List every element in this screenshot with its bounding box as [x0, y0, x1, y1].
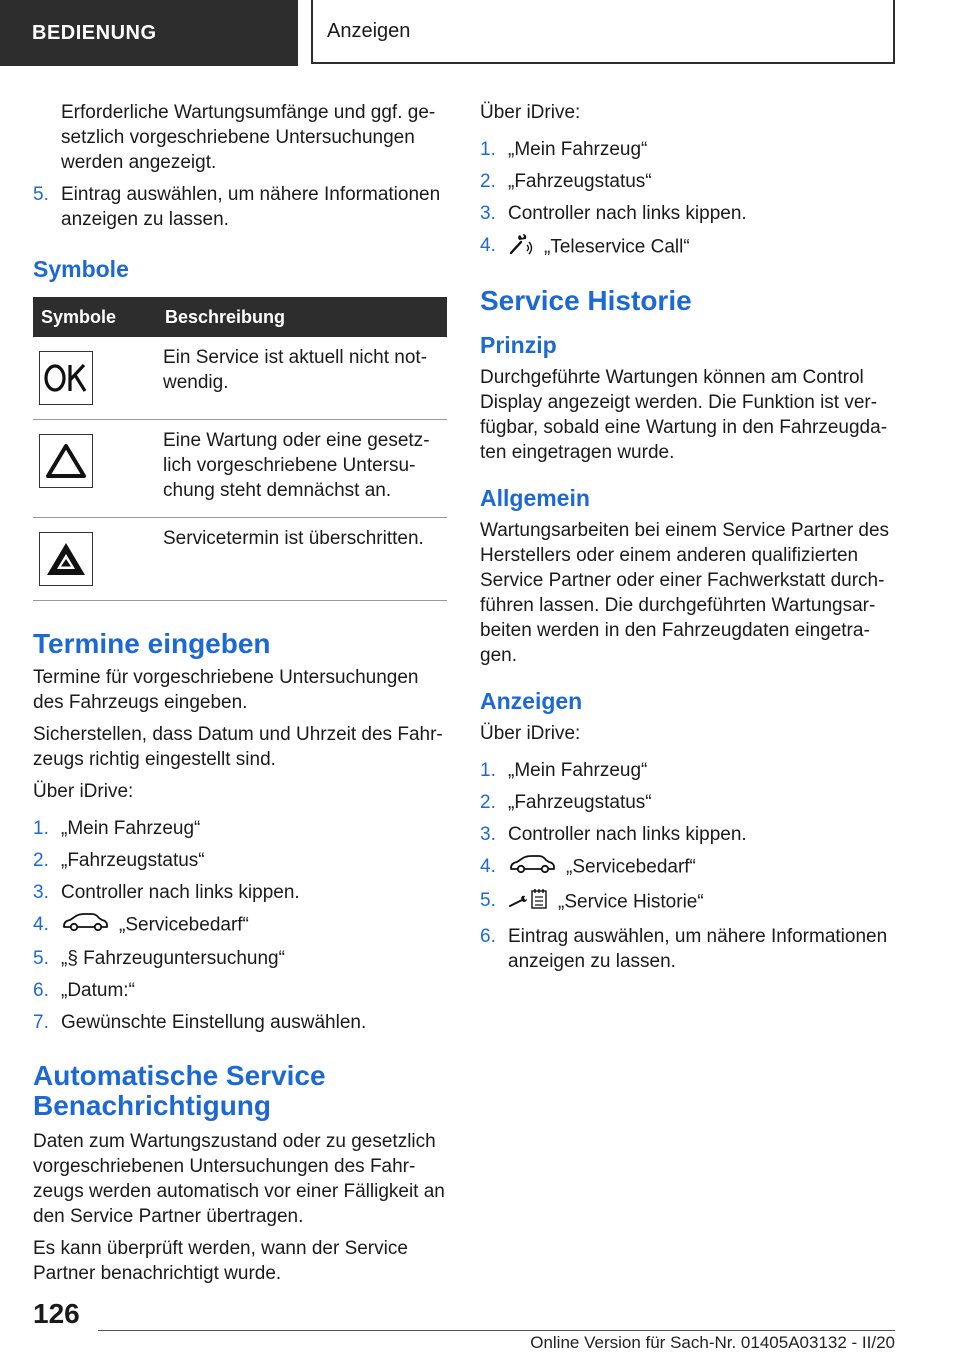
- step-text: Controller nach links kippen.: [508, 824, 747, 845]
- anzeigen-heading: Anzeigen: [480, 688, 583, 714]
- step-number: 5.: [33, 948, 49, 969]
- symbols-table: [33, 297, 447, 601]
- step-text-with-icon: [508, 233, 894, 262]
- symbole-heading: Symbole: [33, 256, 129, 282]
- step-number: 3.: [33, 882, 49, 903]
- step-text: „Mein Fahrzeug“: [61, 818, 201, 839]
- step-number: 1.: [480, 760, 496, 781]
- step-number: 6.: [480, 926, 496, 947]
- termine-paragraph-1: Termine für vorgeschriebene Untersuchungen des Fahrzeugs eingeben.: [33, 667, 419, 713]
- auto-heading-line-1: Automatische Service: [33, 1060, 326, 1091]
- symbol-cell: [33, 518, 157, 601]
- step-text: „Fahrzeugstatus“: [61, 850, 205, 871]
- list-item: [33, 848, 447, 873]
- step-text: „Servicebedarf“: [119, 914, 249, 936]
- auto-heading-line-2: Benachrichtigung: [33, 1090, 272, 1121]
- list-item: [480, 233, 894, 262]
- step-text: „Datum:“: [61, 980, 135, 1001]
- historie-heading: Service Historie: [480, 285, 692, 316]
- prinzip-heading: Prinzip: [480, 332, 557, 358]
- auto-paragraph-1: Daten zum Wartungszustand oder zu gesetzlich vorgeschriebenen Untersuchungen des Fahrzeugs werden automatisch vor einer Fälligkeit an den Service Partner übertragen.: [33, 1131, 445, 1227]
- list-item: [480, 201, 894, 226]
- allgemein-heading: Allgemein: [480, 485, 590, 511]
- page-header: [0, 0, 960, 66]
- termine-heading: Termine eingeben: [33, 628, 271, 659]
- list-item: [480, 822, 894, 847]
- list-item: [33, 978, 447, 1003]
- termine-steps: [33, 816, 447, 1035]
- ok-icon: [39, 351, 93, 405]
- step-text-with-icon: [61, 912, 447, 939]
- list-item: [33, 912, 447, 939]
- page-number: 126: [33, 1298, 80, 1329]
- prinzip-paragraph: Durchgeführte Wartungen können am Control Display angezeigt werden. Die Funktion ist verfügbar, sobald eine Wartung in den Fahrzeugdaten eingetragen wurde.: [480, 367, 888, 463]
- auto-heading: [33, 1061, 447, 1121]
- step-text: „Teleservice Call“: [544, 236, 690, 258]
- step-text: „Service Historie“: [558, 891, 704, 913]
- chapter-label: Anzeigen: [311, 0, 895, 64]
- list-item: [480, 924, 894, 974]
- step-text-with-icon: [508, 888, 894, 917]
- table-row: [33, 337, 447, 420]
- step-text-with-icon: [508, 854, 894, 881]
- step-number: 6.: [33, 980, 49, 1001]
- step-text: „Fahrzeugstatus“: [508, 171, 652, 192]
- symbol-cell: [33, 420, 157, 518]
- step-text: „§ Fahrzeuguntersuchung“: [61, 948, 285, 969]
- symbol-cell: [33, 337, 157, 420]
- warning-triangle-outline-icon: [39, 434, 93, 488]
- list-item: [33, 816, 447, 841]
- step-number: 4.: [480, 235, 496, 256]
- footer-text: Online Version für Sach-Nr. 01405A03132 - II/20: [530, 1333, 895, 1352]
- list-item: [480, 137, 894, 162]
- wrench-list-icon: [508, 888, 548, 917]
- list-item: [33, 946, 447, 971]
- step-number: 5.: [480, 890, 496, 911]
- step-text: Gewünschte Einstellung auswählen.: [61, 1012, 367, 1033]
- description-cell: Servicetermin ist überschritten.: [157, 518, 447, 601]
- description-cell: Eine Wartung oder eine gesetzlich vorgeschriebene Untersuchung steht demnächst an.: [157, 420, 447, 518]
- warning-triangle-filled-icon: [39, 532, 93, 586]
- footer-divider: [98, 1330, 895, 1331]
- step-number: 2.: [33, 850, 49, 871]
- section-label: BEDIENUNG: [0, 0, 298, 66]
- list-item: [480, 169, 894, 194]
- anzeigen-steps: [480, 758, 894, 974]
- intro-text: Erforderliche Wartungsumfänge und ggf. gesetzlich vorgeschriebene Untersuchungen werden angezeigt.: [61, 102, 436, 173]
- list-item: [480, 758, 894, 783]
- list-item: [480, 790, 894, 815]
- list-item: [480, 888, 894, 917]
- step-text: Controller nach links kippen.: [61, 882, 300, 903]
- right-column: [480, 100, 894, 981]
- right-top-paragraph: Über iDrive:: [480, 102, 581, 123]
- step-number: 7.: [33, 1012, 49, 1033]
- step-text: Eintrag auswählen, um nähere Informationen anzeigen zu lassen.: [61, 184, 441, 230]
- car-icon: [508, 854, 556, 881]
- left-column: [33, 100, 447, 1293]
- step-number: 4.: [33, 914, 49, 935]
- table-row: [33, 518, 447, 601]
- step-number: 3.: [480, 203, 496, 224]
- step-number: 1.: [33, 818, 49, 839]
- list-item: [33, 880, 447, 905]
- allgemein-paragraph: Wartungsarbeiten bei einem Service Partner des Herstellers oder einem anderen qualifizierten Service Partner oder einer Fachwerkstatt durchführen lassen. Die durchgeführten Wartungsarbeiten werden in den Fahrzeugdaten eingetragen.: [480, 520, 890, 666]
- step-text: „Mein Fahrzeug“: [508, 139, 648, 160]
- description-cell: Ein Service ist aktuell nicht notwendig.: [157, 337, 447, 420]
- table-row: [33, 420, 447, 518]
- step-text: Controller nach links kippen.: [508, 203, 747, 224]
- teleservice-steps: [480, 137, 894, 262]
- step-text: „Servicebedarf“: [566, 856, 696, 878]
- table-header-description: Beschreibung: [157, 297, 447, 337]
- termine-paragraph-2: Sicherstellen, dass Datum und Uhrzeit des Fahrzeugs richtig eingestellt sind.: [33, 724, 443, 770]
- auto-paragraph-2: Es kann überprüft werden, wann der Service Partner benachrichtigt wurde.: [33, 1238, 408, 1284]
- step-text: „Mein Fahrzeug“: [508, 760, 648, 781]
- step-number: 1.: [480, 139, 496, 160]
- step-number: 2.: [480, 792, 496, 813]
- list-item: [480, 854, 894, 881]
- car-icon: [61, 912, 109, 939]
- wrench-signal-icon: [508, 233, 534, 262]
- table-header-symbol: Symbole: [33, 297, 157, 337]
- step-text: Eintrag auswählen, um nähere Informationen anzeigen zu lassen.: [508, 926, 888, 972]
- step-number: 3.: [480, 824, 496, 845]
- step-number: 5.: [33, 184, 49, 205]
- step-number: 2.: [480, 171, 496, 192]
- anzeigen-paragraph: Über iDrive:: [480, 723, 581, 744]
- step-text: „Fahrzeugstatus“: [508, 792, 652, 813]
- step-number: 4.: [480, 856, 496, 877]
- list-item: [33, 182, 447, 232]
- list-item: [33, 1010, 447, 1035]
- termine-paragraph-3: Über iDrive:: [33, 781, 134, 802]
- table-header-row: [33, 297, 447, 337]
